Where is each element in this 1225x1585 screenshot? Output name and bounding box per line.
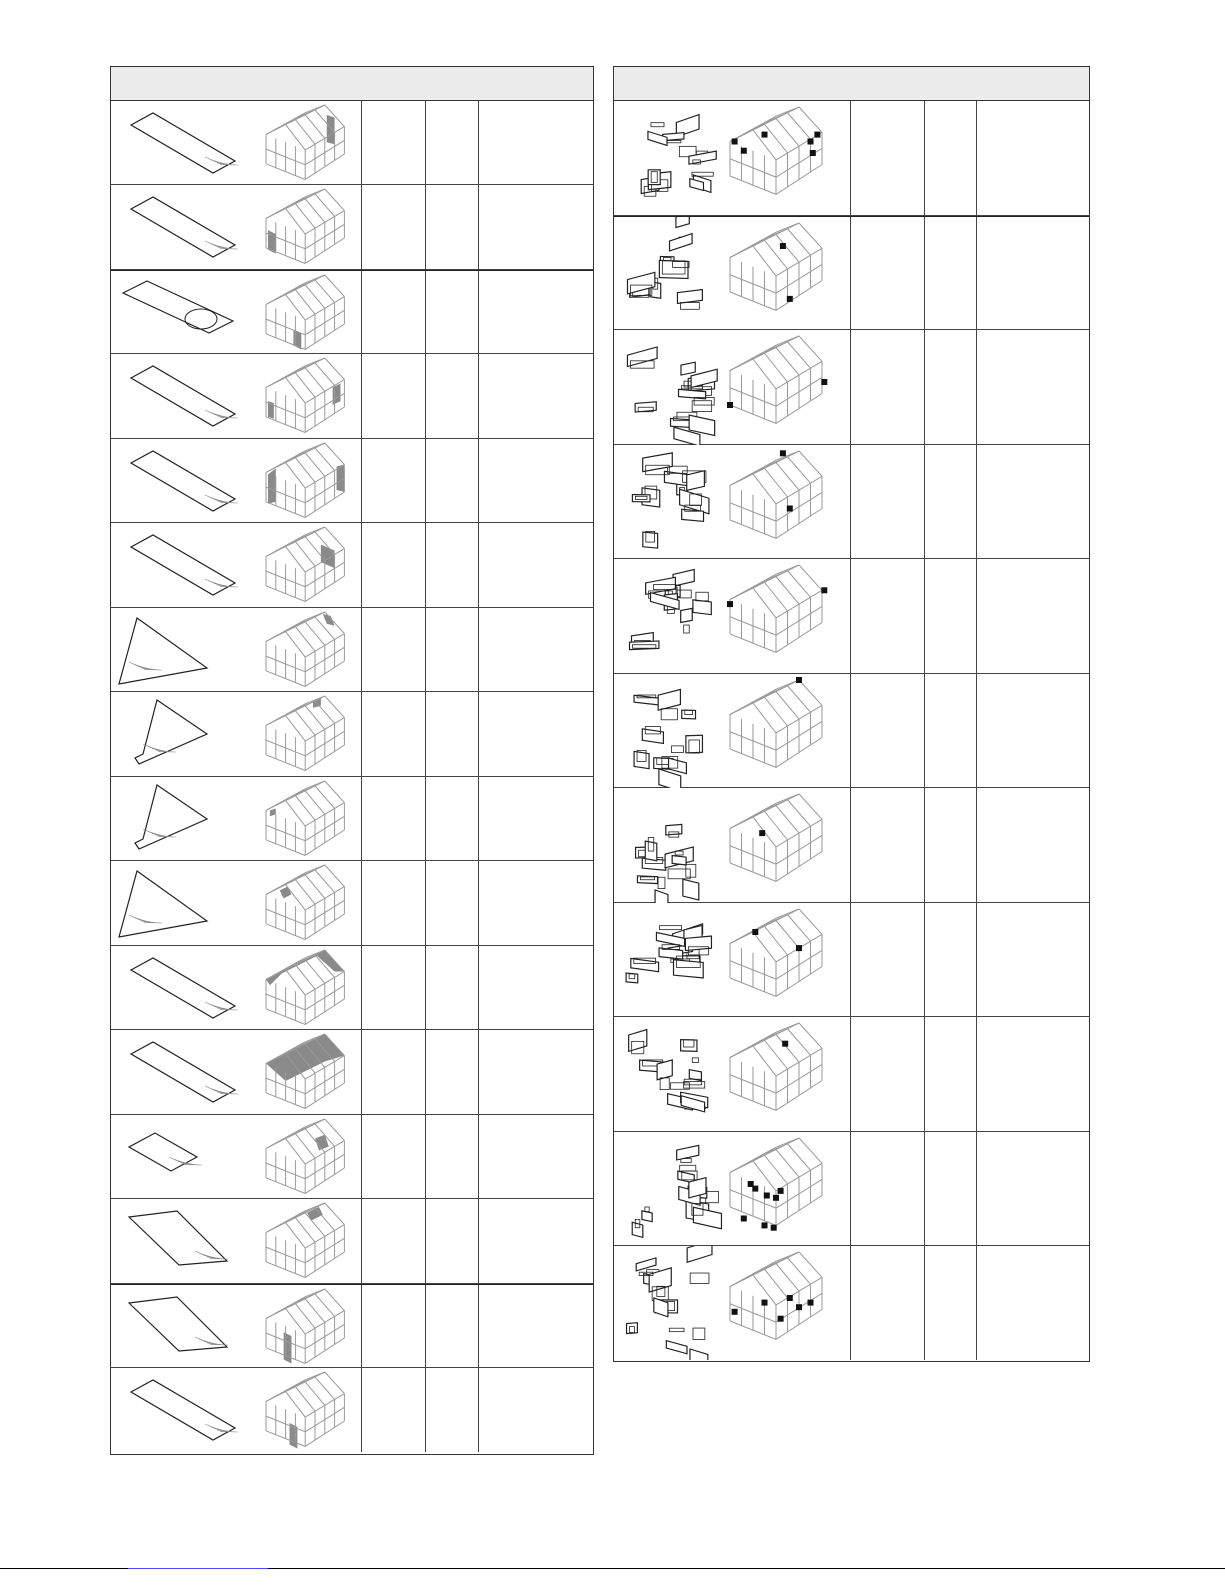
position-marker (752, 929, 758, 935)
column-divider (478, 439, 479, 522)
table-header (614, 67, 1089, 101)
position-marker (773, 1195, 779, 1201)
column-divider (425, 777, 426, 860)
position-marker (778, 1316, 784, 1322)
table-row (111, 354, 593, 439)
connector-piece (687, 1246, 712, 1262)
row-illustration (111, 101, 361, 185)
connector-piece (634, 751, 649, 768)
position-marker (741, 1216, 747, 1222)
column-divider (850, 101, 851, 215)
panel-sheet (131, 451, 235, 511)
column-divider (924, 330, 925, 444)
column-divider (425, 271, 426, 353)
column-divider (850, 330, 851, 444)
panel-sheet (131, 1042, 235, 1102)
connector-piece (627, 347, 657, 366)
table-row (614, 101, 1089, 216)
panel-sheet (119, 871, 207, 937)
highlight-panel (333, 383, 341, 405)
connector-piece (658, 689, 680, 710)
column-divider (361, 439, 362, 522)
position-marker (752, 1186, 758, 1192)
position-marker (759, 830, 765, 836)
row-illustration (614, 217, 850, 331)
connector-piece (672, 856, 686, 865)
column-divider (976, 559, 977, 673)
column-divider (425, 523, 426, 607)
table-row (614, 330, 1089, 445)
connector-piece (693, 600, 711, 615)
column-divider (478, 354, 479, 438)
column-divider (361, 271, 362, 353)
panel-sheet (131, 113, 235, 173)
connector-piece (681, 1040, 697, 1052)
position-marker (796, 945, 802, 951)
panel-sheet (131, 1380, 235, 1440)
connector-piece (677, 1145, 699, 1160)
connector-piece (636, 1258, 656, 1271)
position-marker (796, 1304, 802, 1310)
column-divider (850, 559, 851, 673)
panel-sheet (135, 785, 207, 849)
column-divider (478, 101, 479, 184)
connector-piece (681, 362, 695, 375)
column-divider (976, 1132, 977, 1245)
position-marker (796, 677, 802, 683)
table-row (111, 439, 593, 523)
table-row (111, 692, 593, 777)
connector-piece (687, 471, 705, 491)
row-illustration (111, 1115, 361, 1199)
column-divider (478, 608, 479, 691)
row-illustration (111, 692, 361, 777)
column-divider (478, 185, 479, 269)
connector-piece (657, 1060, 672, 1080)
panel-sheet (131, 366, 235, 426)
connector-piece (655, 890, 668, 903)
table-row (111, 185, 593, 270)
table-row (614, 1132, 1089, 1246)
connector-piece (642, 1211, 652, 1222)
panel-sheet (135, 700, 207, 764)
column-divider (361, 1199, 362, 1283)
table-row (111, 1284, 593, 1368)
column-divider (361, 1030, 362, 1114)
connector-piece (666, 824, 682, 835)
position-marker (732, 1309, 738, 1315)
column-divider (478, 1285, 479, 1367)
column-divider (924, 674, 925, 787)
connector-piece (634, 695, 659, 705)
column-divider (425, 608, 426, 691)
column-divider (361, 523, 362, 607)
position-marker (787, 1295, 793, 1301)
position-marker (814, 132, 820, 138)
table-header (111, 67, 593, 101)
column-divider (478, 1199, 479, 1283)
column-divider (478, 1115, 479, 1198)
column-divider (478, 1030, 479, 1114)
column-divider (425, 185, 426, 269)
column-divider (361, 861, 362, 945)
row-illustration (111, 271, 361, 355)
connector-piece (677, 290, 702, 304)
column-divider (924, 559, 925, 673)
connector-piece (681, 608, 693, 622)
column-divider (361, 1368, 362, 1452)
row-illustration (614, 674, 850, 788)
connector-piece (683, 879, 699, 900)
position-marker (787, 506, 793, 512)
column-divider (924, 1246, 925, 1360)
position-marker (727, 402, 733, 408)
row-illustration (614, 330, 850, 445)
column-divider (976, 445, 977, 558)
panel-sheet (131, 958, 235, 1018)
position-marker (787, 296, 793, 302)
column-divider (850, 788, 851, 902)
table-row (111, 946, 593, 1030)
table-row (111, 777, 593, 861)
column-divider (924, 217, 925, 329)
connector-piece (648, 131, 667, 145)
column-divider (478, 946, 479, 1029)
column-divider (361, 692, 362, 776)
position-marker (762, 132, 768, 138)
column-divider (976, 788, 977, 902)
table-row (111, 608, 593, 692)
position-marker (782, 1041, 788, 1047)
position-marker (727, 601, 733, 607)
position-marker (741, 148, 747, 154)
position-marker (732, 139, 738, 145)
position-marker (808, 139, 814, 145)
column-divider (425, 1285, 426, 1367)
column-divider (425, 692, 426, 776)
connector-piece (659, 260, 688, 278)
row-illustration (111, 1285, 361, 1369)
connector-piece (626, 973, 638, 983)
table-row (614, 903, 1089, 1017)
column-divider (425, 861, 426, 945)
column-divider (425, 354, 426, 438)
column-divider (425, 1368, 426, 1452)
highlight-panel (268, 468, 276, 503)
connector-piece (690, 1349, 708, 1360)
position-marker (778, 1188, 784, 1194)
row-illustration (111, 439, 361, 523)
panel-sheet (123, 281, 233, 333)
table-row (614, 1017, 1089, 1132)
column-divider (850, 1132, 851, 1245)
table-row (614, 445, 1089, 559)
highlight-panel (270, 808, 276, 816)
row-illustration (111, 354, 361, 439)
connector-piece (643, 532, 658, 548)
connector-piece (666, 1341, 687, 1354)
row-illustration (614, 1017, 850, 1132)
connector-piece (631, 958, 659, 971)
position-marker (810, 150, 816, 156)
connector-piece (673, 570, 694, 587)
row-illustration (614, 445, 850, 559)
row-illustration (614, 1132, 850, 1246)
connector-piece (632, 1222, 643, 1237)
column-divider (850, 445, 851, 558)
column-divider (976, 330, 977, 444)
connector-piece (685, 936, 711, 950)
table-row (614, 216, 1089, 330)
table-row (111, 1030, 593, 1115)
column-divider (850, 1017, 851, 1131)
position-marker (808, 1300, 814, 1306)
table-row (111, 861, 593, 946)
highlight-panel (266, 950, 344, 985)
column-divider (425, 946, 426, 1029)
connector-piece (693, 1207, 721, 1229)
parts-table-panels (110, 66, 594, 1455)
column-divider (924, 1017, 925, 1131)
table-row (111, 1368, 593, 1452)
parts-table-connectors (613, 66, 1090, 1362)
row-illustration (111, 946, 361, 1030)
table-row (111, 523, 593, 608)
column-divider (976, 217, 977, 329)
column-divider (425, 1115, 426, 1198)
table-row (111, 1115, 593, 1199)
column-divider (425, 1199, 426, 1283)
connector-piece (674, 960, 704, 978)
position-marker (780, 450, 786, 456)
column-divider (850, 674, 851, 787)
position-marker (771, 1225, 777, 1231)
row-illustration (111, 1030, 361, 1115)
column-divider (924, 1132, 925, 1245)
column-divider (924, 101, 925, 215)
connector-piece (670, 234, 693, 251)
highlight-panel (280, 887, 292, 899)
column-divider (478, 692, 479, 776)
footer-link-underline (128, 1568, 268, 1569)
panel-sheet (129, 1133, 197, 1171)
column-divider (924, 788, 925, 902)
highlight-panel (327, 115, 335, 144)
column-divider (478, 1368, 479, 1452)
highlight-panel (321, 545, 335, 569)
column-divider (850, 217, 851, 329)
row-illustration (614, 788, 850, 903)
row-illustration (614, 1246, 850, 1360)
table-row (111, 101, 593, 185)
column-divider (976, 101, 977, 215)
column-divider (361, 101, 362, 184)
table-body (614, 101, 1089, 1360)
row-illustration (614, 559, 850, 674)
row-illustration (111, 523, 361, 608)
table-body (111, 101, 593, 1452)
column-divider (425, 1030, 426, 1114)
table-row (111, 1199, 593, 1284)
row-illustration (111, 608, 361, 692)
row-illustration (111, 185, 361, 270)
position-marker (821, 379, 827, 385)
column-divider (850, 903, 851, 1016)
position-marker (762, 1300, 768, 1306)
table-row (614, 788, 1089, 903)
connector-piece (627, 1323, 638, 1334)
column-divider (976, 1246, 977, 1360)
column-divider (425, 439, 426, 522)
column-divider (361, 1115, 362, 1198)
panel-sheet (131, 197, 235, 257)
column-divider (361, 946, 362, 1029)
connector-piece (686, 735, 703, 753)
column-divider (976, 903, 977, 1016)
row-illustration (614, 903, 850, 1017)
position-marker (821, 587, 827, 593)
column-divider (361, 1285, 362, 1367)
position-marker (762, 1222, 768, 1228)
table-row (111, 270, 593, 354)
row-illustration (111, 861, 361, 946)
row-illustration (614, 101, 850, 216)
column-divider (425, 101, 426, 184)
column-divider (361, 777, 362, 860)
column-divider (478, 777, 479, 860)
column-divider (478, 271, 479, 353)
column-divider (924, 445, 925, 558)
panel-sheet (119, 618, 207, 684)
column-divider (478, 861, 479, 945)
panel-sheet (131, 535, 235, 595)
column-divider (361, 608, 362, 691)
connector-piece (676, 217, 689, 228)
column-divider (924, 903, 925, 1016)
table-row (614, 1246, 1089, 1360)
column-divider (976, 674, 977, 787)
column-divider (976, 1017, 977, 1131)
table-row (614, 559, 1089, 674)
column-divider (478, 523, 479, 607)
row-illustration (111, 1199, 361, 1284)
table-row (614, 674, 1089, 788)
column-divider (850, 1246, 851, 1360)
position-marker (764, 1193, 770, 1199)
column-divider (361, 354, 362, 438)
row-illustration (111, 1368, 361, 1452)
highlight-panel (284, 1332, 292, 1363)
column-divider (361, 185, 362, 269)
row-illustration (111, 777, 361, 861)
position-marker (780, 243, 786, 249)
